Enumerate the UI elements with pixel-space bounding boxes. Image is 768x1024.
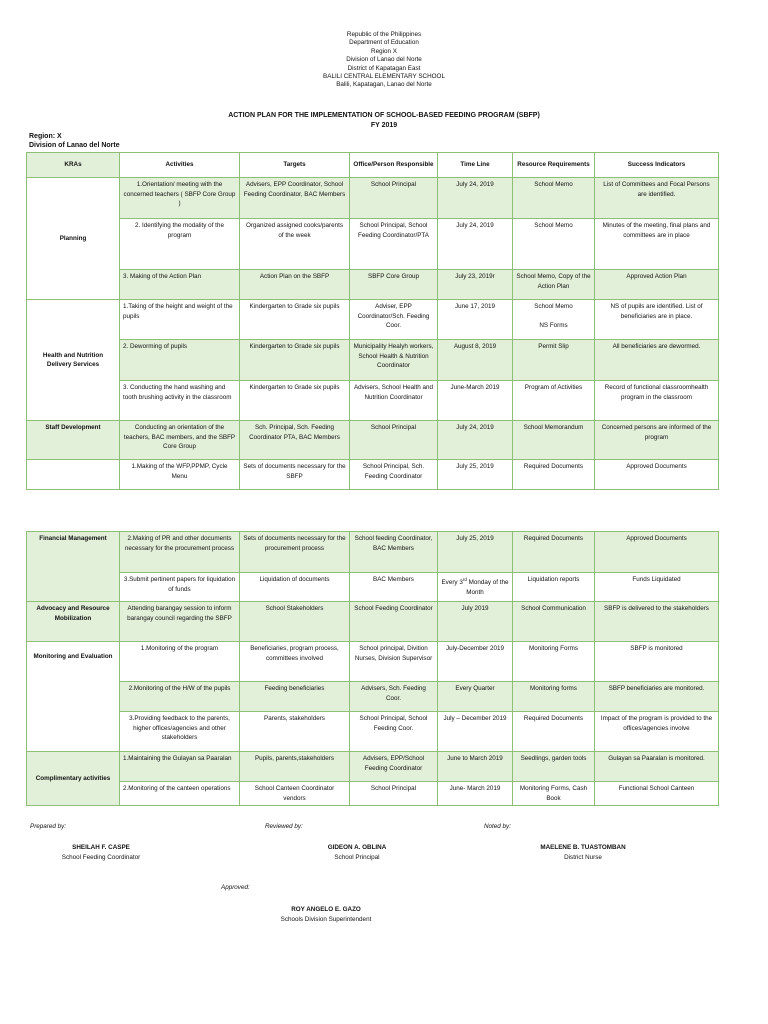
timeline-cell: Every Quarter — [438, 682, 513, 712]
indicator-cell: Approved Documents — [595, 532, 719, 573]
table-row — [27, 682, 719, 712]
table-row — [27, 712, 719, 752]
table-row — [27, 532, 719, 573]
header-line: BALILI CENTRAL ELEMENTARY SCHOOL — [323, 73, 445, 81]
column-header: KRAs — [27, 153, 120, 178]
timeline-cell: July 24, 2019 — [438, 219, 513, 270]
indicator-cell: Approved Documents — [595, 460, 719, 490]
responsible-cell: School Principal — [350, 782, 438, 806]
table-row — [27, 573, 719, 602]
kra-cell: Staff Development — [27, 421, 120, 460]
resource-cell: School Memorandum — [513, 421, 595, 460]
activity-cell: 1.Orientation/ meeting with the concerned teachers ( SBFP Core Group ) — [120, 178, 240, 219]
activity-cell: 1.Monitoring of the program — [120, 642, 240, 682]
header-line: Department of Education — [349, 39, 419, 47]
resource-cell: School Memo — [513, 219, 595, 270]
timeline-cell: June 17, 2019 — [438, 300, 513, 340]
target-cell: Action Plan on the SBFP — [240, 270, 350, 300]
document-year: FY 2019 — [370, 122, 398, 129]
approved-by-name: ROY ANGELO E. GAZO — [291, 906, 361, 913]
table-row — [27, 270, 719, 300]
responsible-cell: School feeding Coordinator, BAC Members — [350, 532, 438, 573]
table-row — [27, 782, 719, 806]
activity-cell: Attending barangay session to inform barangay council regarding the SBFP — [120, 602, 240, 642]
column-header: Resource Requirements — [513, 153, 595, 178]
resource-cell: School Communication — [513, 602, 595, 642]
indicator-cell: Gulayan sa Paaralan is monitored. — [595, 752, 719, 782]
kra-cell: Planning — [27, 178, 120, 300]
responsible-cell: Adviser, EPP Coordinator/Sch. Feeding Coor. — [350, 300, 438, 340]
resource-cell: Monitoring Forms — [513, 642, 595, 682]
table-row — [27, 300, 719, 340]
resource-cell: Required Documents — [513, 532, 595, 573]
indicator-cell: Record of functional classroomhealth program in the classroom — [595, 381, 719, 421]
prepared-by-name: SHEILAH F. CASPE — [72, 844, 130, 851]
action-plan-table-1 — [26, 152, 719, 490]
resource-cell: School Memo — [513, 178, 595, 219]
activity-cell: 1.Taking of the height and weight of the pupils — [120, 300, 240, 340]
responsible-cell: School Feeding Coordinator — [350, 602, 438, 642]
resource-cell: Required Documents — [513, 712, 595, 752]
header-line: Region X — [371, 47, 397, 55]
kra-cell-empty — [27, 460, 120, 490]
resource-cell: Monitoring Forms, Cash Book — [513, 782, 595, 806]
timeline-cell: July 23, 2019r — [438, 270, 513, 300]
activity-cell: 2.Monitoring of the H/W of the pupils — [120, 682, 240, 712]
responsible-cell: School Principal, School Feeding Coor. — [350, 712, 438, 752]
activity-cell: Conducting an orientation of the teachers, BAC members, and the SBFP Core Group — [120, 421, 240, 460]
timeline-cell: July – December 2019 — [438, 712, 513, 752]
kra-cell: Advocacy and Resource Mobilization — [27, 602, 120, 642]
timeline-cell: June- March 2019 — [438, 782, 513, 806]
target-cell: Liquidation of documents — [240, 573, 350, 602]
timeline-cell: June-March 2019 — [438, 381, 513, 421]
table-header-row — [27, 153, 719, 178]
indicator-cell: Funds Liquidated — [595, 573, 719, 602]
prepared-by-label: Prepared by: — [30, 823, 67, 830]
approved-by-role: Schools Division Superintendent — [280, 916, 372, 923]
activity-cell: 3.Providing feedback to the parents, higher offices/agencies and other stakeholders — [120, 712, 240, 752]
header-line: Balili, Kapatagan, Lanao del Norte — [336, 81, 432, 89]
responsible-cell: School Principal — [350, 421, 438, 460]
kra-cell: Complimentary activities — [27, 752, 120, 806]
activity-cell: 1.Maintaining the Gulayan sa Paaralan — [120, 752, 240, 782]
header-line: Division of Lanao del Norte — [346, 56, 422, 64]
prepared-by-role: School Feeding Coordinator — [61, 854, 141, 861]
resource-cell: Liquidation reports — [513, 573, 595, 602]
timeline-cell: Every 3rd Monday of the Month — [438, 573, 513, 602]
resource-cell: Seedlings, garden tools — [513, 752, 595, 782]
target-cell: Kindergarten to Grade six pupils — [240, 381, 350, 421]
column-header: Success Indicators — [595, 153, 719, 178]
target-cell: Sets of documents necessary for the SBFP — [240, 460, 350, 490]
target-cell: School Stakeholders — [240, 602, 350, 642]
reviewed-by-name: GIDEON A. OBLINA — [327, 844, 387, 851]
indicator-cell: Approved Action Plan — [595, 270, 719, 300]
responsible-cell: School Principal — [350, 178, 438, 219]
table-row — [27, 642, 719, 682]
timeline-cell: July 24, 2019 — [438, 421, 513, 460]
activity-cell: 2. Identifying the modality of the program — [120, 219, 240, 270]
noted-by-name: MAELENE B. TUASTOMBAN — [540, 844, 626, 851]
responsible-cell: School Principal, Sch. Feeding Coordinator — [350, 460, 438, 490]
table-row — [27, 602, 719, 642]
timeline-cell: July 24, 2019 — [438, 178, 513, 219]
resource-cell: Permit Slip — [513, 340, 595, 381]
division-label: Division of Lanao del Norte — [29, 142, 120, 149]
timeline-cell: July 2019 — [438, 602, 513, 642]
resource-cell: Required Documents — [513, 460, 595, 490]
indicator-cell: List of Committees and Focal Persons are identified. — [595, 178, 719, 219]
target-cell: Sch. Principal, Sch. Feeding Coordinator PTA, BAC Members — [240, 421, 350, 460]
table-row — [27, 340, 719, 381]
indicator-cell: All beneficiaries are dewormed. — [595, 340, 719, 381]
column-header: Targets — [240, 153, 350, 178]
target-cell: Pupils, parents,stakeholders — [240, 752, 350, 782]
target-cell: Feeding beneficiaries — [240, 682, 350, 712]
target-cell: Sets of documents necessary for the procurement process — [240, 532, 350, 573]
noted-by-label: Noted by: — [484, 823, 511, 830]
timeline-cell: August 8, 2019 — [438, 340, 513, 381]
indicator-cell: Functional School Canteen — [595, 782, 719, 806]
kra-cell: Monitoring and Evaluation — [27, 642, 120, 752]
indicator-cell: NS of pupils are identified. List of beneficiaries are in place. — [595, 300, 719, 340]
indicator-cell: SBFP is monitored — [595, 642, 719, 682]
responsible-cell: Municipality Healyh workers, School Health & Nutrition Coordinator — [350, 340, 438, 381]
activity-cell: 3. Making of the Action Plan — [120, 270, 240, 300]
header-line: Republic of the Philippines — [346, 31, 422, 38]
timeline-cell: July-December 2019 — [438, 642, 513, 682]
responsible-cell: Advisers, School Health and Nutrition Coordinator — [350, 381, 438, 421]
responsible-cell: SBFP Core Group — [350, 270, 438, 300]
activity-cell: 2.Monitoring of the canteen operations — [120, 782, 240, 806]
table-row — [27, 421, 719, 460]
indicator-cell: Minutes of the meeting, final plans and committees are in place — [595, 219, 719, 270]
resource-cell: Program of Activities — [513, 381, 595, 421]
action-plan-table-2 — [26, 531, 719, 806]
target-cell: Parents, stakeholders — [240, 712, 350, 752]
indicator-cell: SBFP beneficiaries are monitored. — [595, 682, 719, 712]
kra-cell: Health and Nutrition Delivery Services — [27, 300, 120, 421]
timeline-cell: July 25, 2019 — [438, 460, 513, 490]
indicator-cell: Concerned persons are informed of the program — [595, 421, 719, 460]
timeline-cell: July 25, 2019 — [438, 532, 513, 573]
responsible-cell: Advisers, EPP/School Feeding Coordinator — [350, 752, 438, 782]
target-cell: Advisers, EPP Coordinator, School Feeding Coordinator, BAC Members — [240, 178, 350, 219]
approved-label: Approved: — [221, 884, 250, 891]
responsible-cell: BAC Members — [350, 573, 438, 602]
kra-cell: Financial Management — [27, 532, 120, 602]
target-cell: Beneficiaries, program process, committees involved — [240, 642, 350, 682]
reviewed-by-label: Reviewed by: — [265, 823, 303, 830]
noted-by-role: District Nurse — [564, 854, 602, 861]
reviewed-by-role: School Principal — [334, 854, 380, 861]
responsible-cell: Advisers, Sch. Feeding Coor. — [350, 682, 438, 712]
activity-cell: 2.Making of PR and other documents necessary for the procurement process — [120, 532, 240, 573]
indicator-cell: Impact of the program is provided to the offices/agencies involve — [595, 712, 719, 752]
table-row — [27, 219, 719, 270]
activity-cell: 3. Conducting the hand washing and tooth brushing activity in the classroom — [120, 381, 240, 421]
indicator-cell: SBFP is delivered to the stakeholders — [595, 602, 719, 642]
responsible-cell: School Principal, School Feeding Coordinator/PTA — [350, 219, 438, 270]
resource-cell: Monitoring forms — [513, 682, 595, 712]
region-label: Region: X — [29, 133, 62, 140]
target-cell: School Canteen Coordinator vendors — [240, 782, 350, 806]
activity-cell: 2. Deworming of pupils — [120, 340, 240, 381]
column-header: Activities — [120, 153, 240, 178]
table-row — [27, 381, 719, 421]
activity-cell: 1.Making of the WFP,PPMP, Cycle Menu — [120, 460, 240, 490]
target-cell: Kindergarten to Grade six pupils — [240, 300, 350, 340]
responsible-cell: School principal, Divition Nurses, Division Supervisor — [350, 642, 438, 682]
target-cell: Kindergarten to Grade six pupils — [240, 340, 350, 381]
resource-cell: School Memo NS Forms — [513, 300, 595, 340]
table-row — [27, 460, 719, 490]
table-row — [27, 752, 719, 782]
target-cell: Organized assigned cooks/parents of the week — [240, 219, 350, 270]
column-header: Time Line — [438, 153, 513, 178]
header-line: District of Kapatagan East — [347, 64, 421, 72]
activity-cell: 3.Submit pertinent papers for liquidation of funds — [120, 573, 240, 602]
column-header: Office/Person Responsible — [350, 153, 438, 178]
resource-cell: School Memo, Copy of the Action Plan — [513, 270, 595, 300]
timeline-cell: June to March 2019 — [438, 752, 513, 782]
document-header — [0, 31, 768, 90]
table-row — [27, 178, 719, 219]
document-title: ACTION PLAN FOR THE IMPLEMENTATION OF SCHOOL-BASED FEEDING PROGRAM (SBFP) — [228, 112, 540, 119]
